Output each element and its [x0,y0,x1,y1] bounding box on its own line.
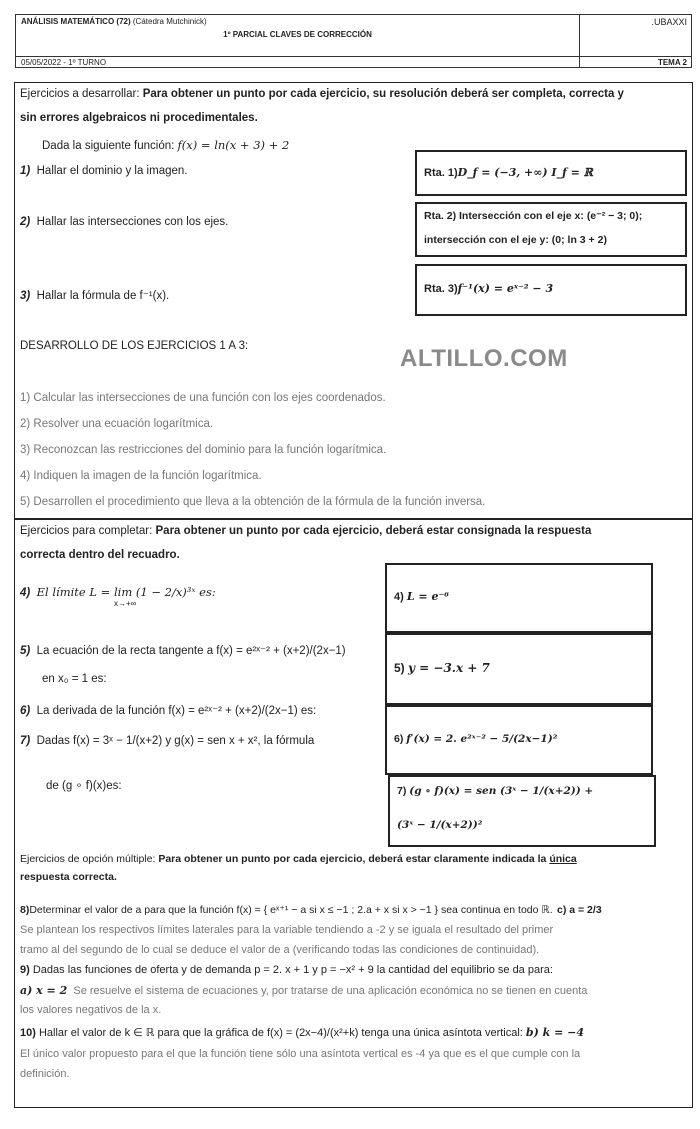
header-divider-v [579,15,580,68]
q4-statement: 4) El límite L = lim (1 − 2/x)³ˣ es: [20,585,216,599]
answer-box-5: 5) y = −3.x + 7 [385,633,653,705]
answer-box-2: Rta. 2) Intersección con el eje x: (e⁻² − 3; 0); intersección con el eje y: (0; ln 3 + 2) [415,202,687,257]
answer-box-7: 7) (g ∘ f)(x) = sen (3ˣ − 1/(x+2)) + (3ˣ − 1/(x+2))² [388,775,656,847]
ex3-statement: 3) Hallar la fórmula de f⁻¹(x). [20,290,170,302]
s2-intro-2: correcta dentro del recuadro. [20,549,180,561]
s3-intro: Ejercicios de opción múltiple: Para obtener un punto por cada ejercicio, deberá estar claramente indicada la única [20,853,577,865]
development-title: DESARROLLO DE LOS EJERCICIOS 1 A 3: [20,340,249,352]
given-function: Dada la siguiente función: f(x) = ln(x + 3) + 2 [42,138,290,152]
date-turn: 05/05/2022 - 1º TURNO [21,58,107,67]
q8-expl: Se plantean los respectivos límites laterales para la variable tendiendo a -2 y se iguala el resultado del primer [20,924,554,936]
s1-intro: Ejercicios a desarrollar: Para obtener un punto por cada ejercicio, su resolución deberá ser completa, correcta y [20,88,624,100]
q8-expl-2: tramo al del segundo de lo cual se deduce el valor de a (verificando todas las condiciones de continuidad). [20,944,540,956]
step-5: 5) Desarrollen el procedimiento que lleva a la obtención de la fórmula de la función inversa. [20,496,486,508]
step-1: 1) Calcular las intersecciones de una función con los ejes coordenados. [20,392,386,404]
answer-box-6: 6) f′(x) = 2. e²ˣ⁻² − 5/(2x−1)² [385,705,653,775]
answer-box-3: Rta. 3)f⁻¹(x) = eˣ⁻² − 3 [415,264,687,316]
answer-box-1: Rta. 1)D_f = (−3, +∞) I_f = ℝ [415,150,687,196]
q9-expl-2: los valores negativos de la x. [20,1004,162,1016]
q6-statement: 6) La derivada de la función f(x) = e²ˣ⁻² + (x+2)/(2x−1) es: [20,705,317,717]
q9-statement: 9) Dadas las funciones de oferta y de demanda p = 2. x + 1 y p = −x² + 9 la cantidad del equilibrio se da para: [20,964,553,976]
step-3: 3) Reconozcan las restricciones del dominio para la función logarítmica. [20,444,387,456]
answer-box-4: 4) L = e⁻⁶ [385,563,653,633]
q8-answer: c) a = 2/3 [557,904,602,916]
q10-expl: El único valor propuesto para el que la función tiene sólo una asíntota vertical es -4 ya que es el que cumple con la [20,1048,581,1060]
tema-label: TEMA 2 [657,58,687,67]
s1-intro-2: sin errores algebraicos ni procedimentales. [20,112,258,124]
q5-statement-2: en x₀ = 1 es: [42,673,107,685]
q7-statement: 7) Dadas f(x) = 3ˣ − 1/(x+2) y g(x) = sen x + x², la fórmula [20,735,315,747]
q10-statement: 10) Hallar el valor de k ∈ ℝ para que la gráfica de f(x) = (2x−4)/(x²+k) tenga una única asíntota vertical: b) k = −4 [20,1026,585,1039]
course-line: ANÁLISIS MATEMÁTICO (72) (Cátedra Mutchinick) [21,17,207,26]
q7-statement-2: de (g ∘ f)(x)es: [46,780,122,792]
s2-intro: Ejercicios para completar: Para obtener un punto por cada ejercicio, deberá estar consignada la respuesta [20,525,592,537]
q5-statement: 5) La ecuación de la recta tangente a f(x) = e²ˣ⁻² + (x+2)/(2x−1) [20,645,346,657]
ex1-statement: 1) Hallar el dominio y la imagen. [20,165,188,177]
ex2-statement: 2) Hallar las intersecciones con los ejes. [20,216,229,228]
q9-answer-line: a) x = 2 Se resuelve el sistema de ecuaciones y, por tratarse de una aplicación económica no se tienen en cuenta [20,984,588,997]
q8-statement: 8)Determinar el valor de a para que la función f(x) = { eˣ⁺¹ − a si x ≤ −1 ; 2.a + x si x > −1 } sea continua en todo ℝ. [20,904,553,916]
s3-intro-2: respuesta correcta. [20,871,117,883]
uba-logo: .UBAXXI [651,17,687,27]
step-2: 2) Resolver una ecuación logarítmica. [20,418,214,430]
step-4: 4) Indiquen la imagen de la función logarítmica. [20,470,262,482]
exam-title: 1º PARCIAL CLAVES DE CORRECCIÓN [223,30,372,39]
altillo-watermark: ALTILLO.COM [400,345,568,372]
header-divider-h [16,56,692,57]
q4-limit-sub: x→+∞ [114,599,137,608]
q10-expl-2: definición. [20,1068,70,1080]
exam-header [15,14,692,68]
